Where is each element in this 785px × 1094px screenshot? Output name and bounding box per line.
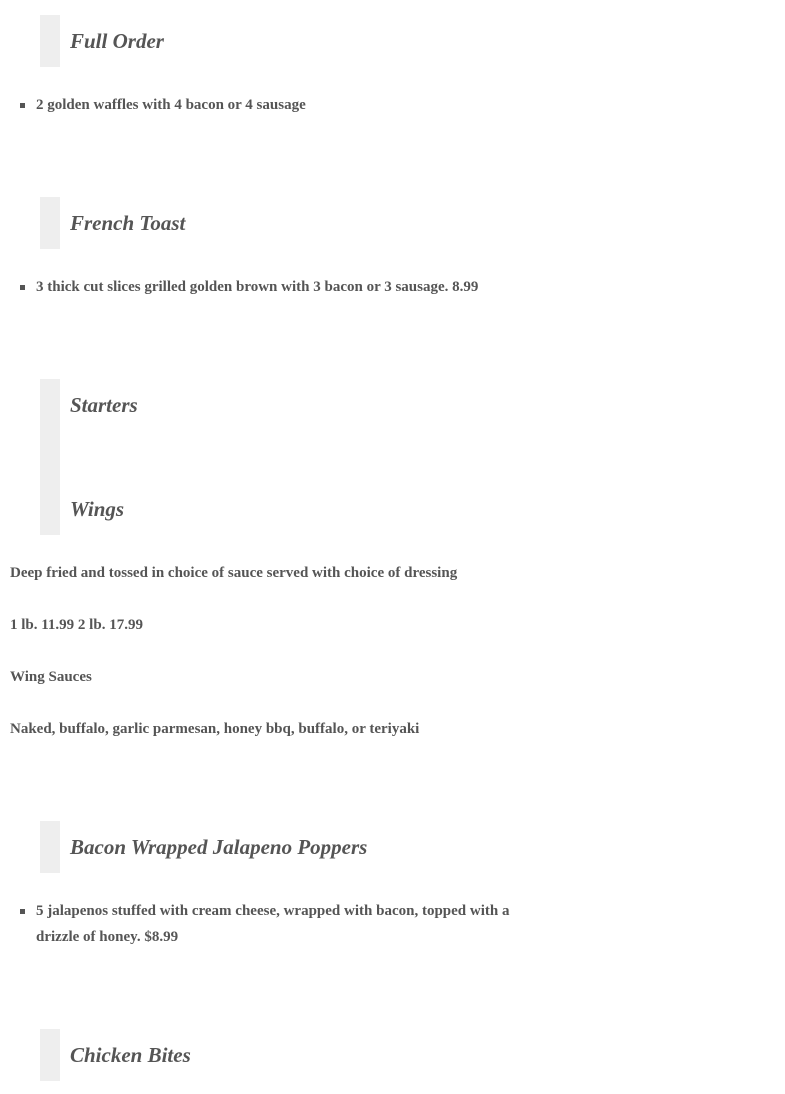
jalapeno-poppers-heading-block (40, 821, 60, 873)
wings-description: Deep fried and tossed in choice of sauce served with choice of dressing (10, 565, 458, 581)
jalapeno-poppers-item: 5 jalapenos stuffed with cream cheese, wrapped with bacon, topped with a drizzle of honey. $8.99 (36, 903, 510, 945)
wing-sauces-label: Wing Sauces (10, 669, 92, 685)
french-toast-item: 3 thick cut slices grilled golden brown with 3 bacon or 3 sausage. 8.99 (36, 279, 479, 295)
starters-wings-heading-block (40, 379, 60, 535)
french-toast-heading-block (40, 197, 60, 249)
wing-sauces-list: Naked, buffalo, garlic parmesan, honey bbq, buffalo, or teriyaki (10, 721, 420, 737)
wings-prices: 1 lb. 11.99 2 lb. 17.99 (10, 617, 143, 633)
starters-heading: Starters (70, 393, 138, 417)
bullet-marker (20, 103, 25, 108)
chicken-bites-heading-block (40, 1029, 60, 1081)
full-order-heading: Full Order (70, 29, 164, 53)
bullet-marker (20, 909, 25, 914)
full-order-item: 2 golden waffles with 4 bacon or 4 sausage (36, 97, 306, 113)
wings-heading: Wings (70, 497, 125, 521)
chicken-bites-heading: Chicken Bites (70, 1043, 191, 1067)
full-order-heading-block (40, 15, 60, 67)
french-toast-heading: French Toast (70, 211, 186, 235)
jalapeno-poppers-heading: Bacon Wrapped Jalapeno Poppers (70, 835, 368, 859)
bullet-marker (20, 285, 25, 290)
